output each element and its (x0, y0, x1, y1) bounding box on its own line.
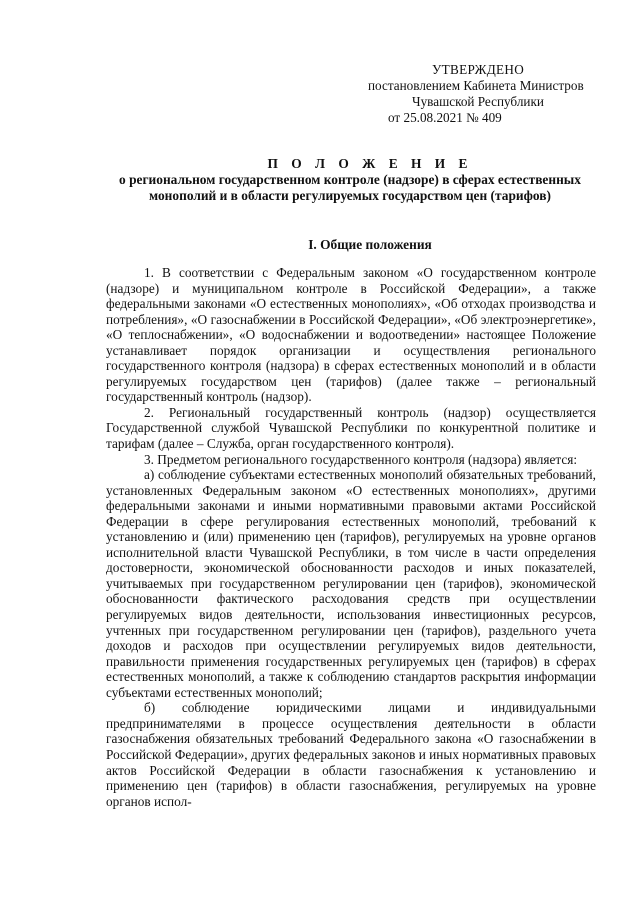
approval-label: УТВЕРЖДЕНО (432, 62, 525, 77)
approval-stamp (360, 62, 600, 126)
paragraph-2: 2. Региональный государственный контроль (надзор) осуществляется Государственной службой Чувашской Республики по конкурентной политике и тарифам (далее – Служба, орган государственного контроля). (106, 404, 596, 452)
paragraph-1: 1. В соответствии с Федеральным законом «О государственном контроле (надзоре) и муниципальном контроле в Российской Федерации», а также федеральными законами «О естественных монополиях», «Об отходах производства и потребления», «О газоснабжении в Российской Федерации», «Об электроэнергетике», «О теплоснабжении», «О водоснабжении и водоотведении» настоящее Положение устанавливает порядок организации и осуществления регионального государственного контроля (надзора) в сферах естественных монополий и в области регулируемых государством цен (тарифов) (далее также – региональный государственный контроль (надзор). (106, 265, 596, 405)
approval-republic: Чувашской Республики (412, 94, 544, 109)
document-body (106, 265, 596, 809)
section-heading: I. Общие положения (308, 237, 432, 252)
title-subtitle-line-2: монополий и в области регулируемых государством цен (тарифов) (149, 188, 551, 203)
paragraph-3a: а) соблюдение субъектами естественных монополий обязательных требований, установленных Федеральным законом «О естественных монополиях», другими федеральными законами и иными нормативными правовыми актами Российской Федерации в сфере регулирования естественных монополий, требований к установлению и (или) применению цен (тарифов), регулируемых на уровне органов исполнительной власти Чувашской Республики, в том числе в части определения достоверности, экономической обоснованности расходов и иных показателей, учитываемых при государственном регулировании цен (тарифов), экономической обоснованности фактического расходования средств при осуществлении регулируемых видов деятельности, использования инвестиционных ресурсов, учтенных при государственном регулировании цен (тарифов), раздельного учета доходов и расходов при осуществлении регулируемых видов деятельности, правильности применения государственных регулируемых цен (тарифов) в сферах естественных монополий, а также к соблюдению стандартов раскрытия информации субъектами естественных монополий; (106, 467, 596, 700)
title-subtitle-line-1: о региональном государственном контроле (надзоре) в сферах естественных (119, 172, 581, 187)
document-title (100, 156, 600, 204)
approval-date-number: от 25.08.2021 № 409 (388, 110, 502, 125)
paragraph-3b: б) соблюдение юридическими лицами и индивидуальными предпринимателями в процессе осуществления деятельности в области газоснабжения обязательных требований Федерального закона «О газоснабжении в Российской Федерации», других федеральных законов и иных нормативных правовых актов Российской Федерации в области газоснабжения к установлению и применению цен (тарифов) в области газоснабжения, регулируемых на уровне органов испол- (106, 700, 596, 809)
approval-authority: постановлением Кабинета Министров (368, 78, 584, 93)
paragraph-3: 3. Предметом регионального государственного контроля (надзора) является: (144, 451, 578, 467)
title-heading: П О Л О Ж Е Н И Е (267, 156, 473, 171)
